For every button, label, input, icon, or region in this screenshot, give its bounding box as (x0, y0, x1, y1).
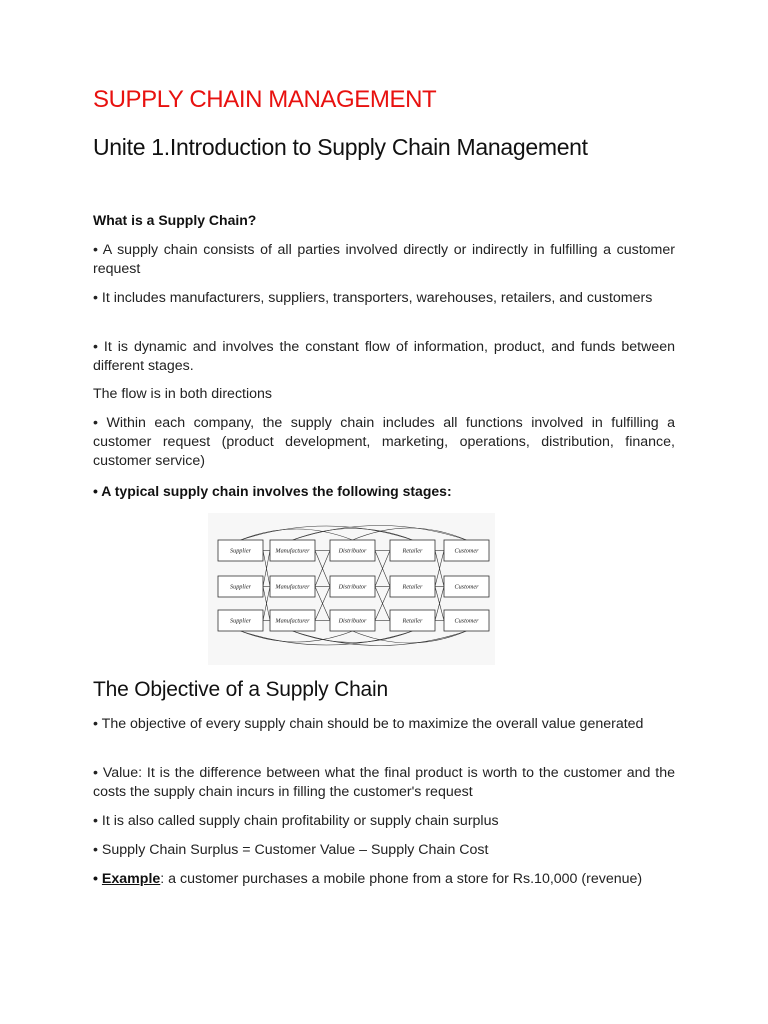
stage-label: Retailer (402, 617, 423, 625)
example-label: Example (101, 871, 161, 887)
example-paragraph (93, 870, 675, 889)
stage-label: Manufacturer (275, 617, 310, 625)
stage-box-manufacturer (270, 540, 315, 561)
paragraph-4: The flow is in both directions (93, 386, 273, 402)
stage-label: Distributor (338, 583, 367, 591)
stage-box-manufacturer (270, 576, 315, 597)
example-bullet: • (93, 871, 102, 887)
stage-label: Distributor (338, 547, 367, 555)
stage-label: Supplier (230, 617, 251, 625)
stage-label: Manufacturer (275, 583, 310, 591)
stage-label: Supplier (230, 583, 251, 591)
stage-box-customer (444, 610, 489, 631)
stage-box-distributor (330, 576, 375, 597)
diagram-boxes (218, 540, 489, 631)
stage-label: Retailer (402, 547, 423, 555)
stage-box-supplier (218, 576, 263, 597)
objective-heading: The Objective of a Supply Chain (93, 678, 388, 701)
stage-box-distributor (330, 540, 375, 561)
unit-title: Unite 1.Introduction to Supply Chain Management (93, 134, 588, 160)
stage-box-supplier (218, 540, 263, 561)
paragraph-5: • Within each company, the supply chain includes all functions involved in fulfilling a customer request (product development, marketing, operations, distribution, finance, customer service) (93, 415, 675, 469)
paragraph-2: • It includes manufacturers, suppliers, transporters, warehouses, retailers, and customers (93, 290, 653, 306)
stage-box-supplier (218, 610, 263, 631)
stage-box-retailer (390, 540, 435, 561)
stage-box-customer (444, 540, 489, 561)
objective-paragraph-1: • The objective of every supply chain should be to maximize the overall value generated (93, 716, 644, 732)
stage-label: Customer (454, 583, 479, 591)
stage-label: Retailer (402, 583, 423, 591)
question-heading: What is a Supply Chain? (93, 212, 257, 228)
stage-box-customer (444, 576, 489, 597)
objective-paragraph-2: • Value: It is the difference between what the final product is worth to the customer and the costs the supply chain incurs in filling the customer's request (93, 765, 675, 800)
objective-paragraph-3: • It is also called supply chain profitability or supply chain surplus (93, 813, 499, 829)
paragraph-3: • It is dynamic and involves the constant flow of information, product, and funds between different stages. (93, 339, 675, 374)
stage-box-retailer (390, 610, 435, 631)
objective-paragraph-4: • Supply Chain Surplus = Customer Value – Supply Chain Cost (93, 842, 489, 858)
stage-box-distributor (330, 610, 375, 631)
document-title: SUPPLY CHAIN MANAGEMENT (93, 86, 437, 113)
supply-chain-stages-diagram (208, 513, 495, 665)
stage-box-manufacturer (270, 610, 315, 631)
example-text: : a customer purchases a mobile phone from a store for Rs.10,000 (revenue) (160, 871, 643, 887)
stage-label: Customer (454, 547, 479, 555)
stage-label: Supplier (230, 547, 251, 555)
stage-label: Distributor (338, 617, 367, 625)
paragraph-1: • A supply chain consists of all parties involved directly or indirectly in fulfilling a customer request (93, 242, 675, 277)
stages-intro: • A typical supply chain involves the following stages: (93, 483, 452, 499)
stage-label: Customer (454, 617, 479, 625)
stage-box-retailer (390, 576, 435, 597)
stage-label: Manufacturer (275, 547, 310, 555)
